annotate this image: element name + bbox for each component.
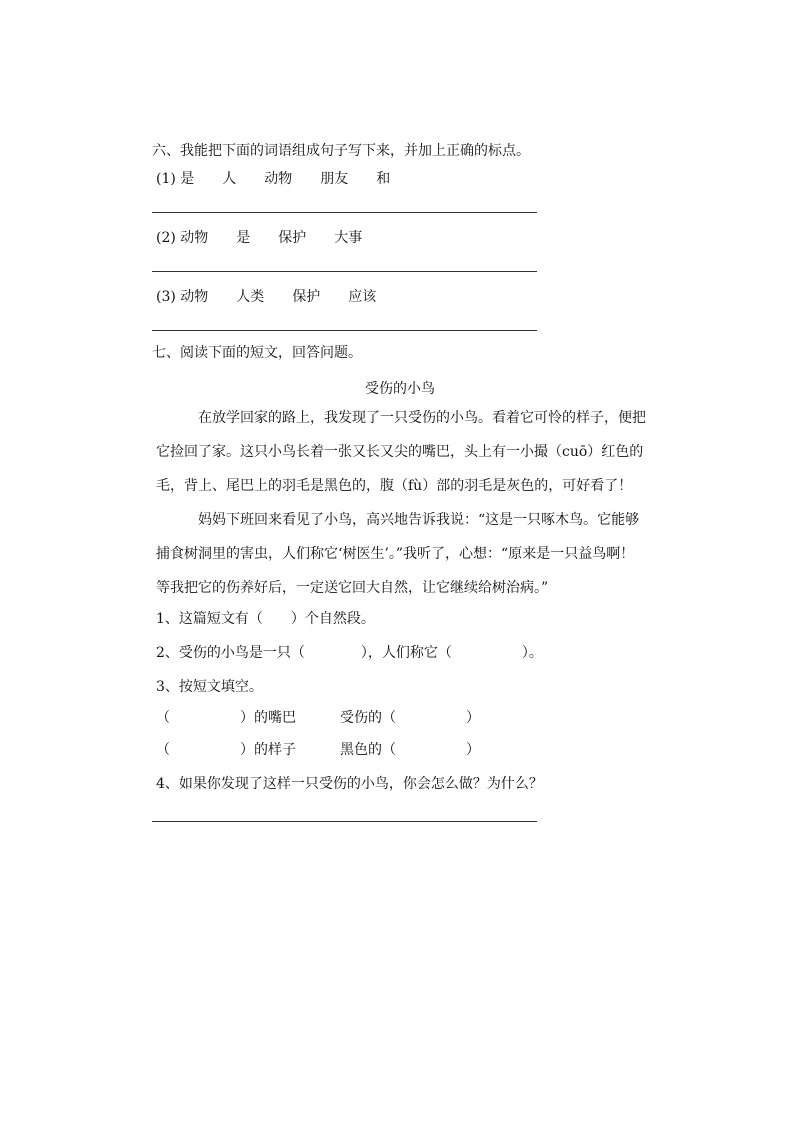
paragraph2-line-1: 妈妈下班回来看见了小鸟，高兴地告诉我说：“这是一只啄木鸟。它能够 [198, 512, 640, 528]
question-4: 4、如果你发现了这样一只受伤的小鸟，你会怎么做？为什么？ [156, 776, 543, 792]
section6-item-3: (3) 动物 人类 保护 应该 [156, 289, 377, 305]
answer-line-1[interactable] [152, 212, 537, 213]
q3-row1-right: 受伤的（ ） [340, 710, 480, 726]
question-1: 1、这篇短文有（ ）个自然段。 [156, 611, 375, 627]
q3-row2-left: （ ）的样子 [156, 742, 296, 758]
paragraph1-line-1: 在放学回家的路上，我发现了一只受伤的小鸟。看着它可怜的样子，便把 [198, 410, 646, 426]
answer-line-3[interactable] [152, 330, 537, 331]
section6-item-2: (2) 动物 是 保护 大事 [156, 230, 363, 246]
paragraph2-line-2: 捕食树洞里的害虫，人们称它‘树医生’。”我听了，心想：“原来是一只益鸟啊！ [156, 546, 635, 562]
paragraph2-line-3: 等我把它的伤养好后，一定送它回大自然，让它继续给树治病。” [156, 580, 549, 596]
section6-heading: 六、我能把下面的词语组成句子写下来，并加上正确的标点。 [152, 143, 530, 159]
q3-row1-left: （ ）的嘴巴 [156, 710, 296, 726]
answer-line-2[interactable] [152, 271, 537, 272]
paragraph1-line-2: 它捡回了家。这只小鸟长着一张又长又尖的嘴巴，头上有一小撮（cuō）红色的 [156, 444, 644, 460]
question-3: 3、按短文填空。 [156, 679, 263, 695]
section7-heading: 七、阅读下面的短文，回答问题。 [152, 345, 362, 361]
story-title: 受伤的小鸟 [365, 381, 435, 397]
paragraph1-line-3: 毛，背上、尾巴上的羽毛是黑色的，腹（fù）部的羽毛是灰色的，可好看了！ [156, 478, 633, 494]
answer-line-4[interactable] [152, 821, 537, 822]
q3-row2-right: 黑色的（ ） [340, 742, 480, 758]
section6-item-1: (1) 是 人 动物 朋友 和 [156, 171, 391, 187]
question-2: 2、受伤的小鸟是一只（ ），人们称它（ ）。 [156, 645, 543, 661]
